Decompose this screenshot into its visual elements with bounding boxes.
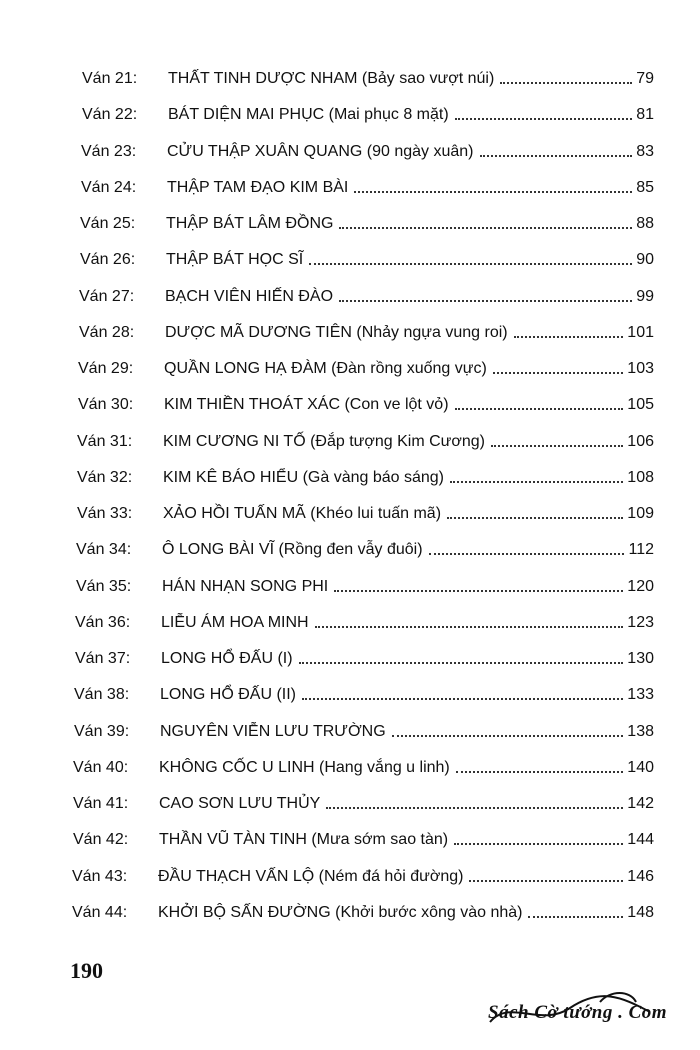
toc-dot-leader [309,263,632,265]
watermark-text: Sách Cờ tướng . Com [488,1002,668,1023]
toc-entry [75,608,654,632]
toc-dot-leader [500,82,632,84]
toc-entry [80,245,654,269]
toc-entry-page: 83 [636,143,654,160]
toc-entry-number: Ván 39: [74,723,130,740]
toc-entry [78,390,654,414]
toc-entry-number: Ván 32: [77,469,133,486]
toc-entry-title: THẬP BÁT LÂM ĐỒNG [166,215,334,232]
toc-entry-page: 142 [627,795,654,812]
toc-entry-number: Ván 23: [81,143,137,160]
watermark-swirl-icon [480,988,680,1032]
toc-entry-number: Ván 31: [77,433,133,450]
toc-entry-page: 140 [627,759,654,776]
toc-entry [72,862,654,886]
toc-entry [73,789,654,813]
toc-entry-number: Ván 41: [73,795,129,812]
toc-dot-leader [326,807,623,809]
toc-entry-title: LONG HỔ ĐẤU (I) [161,650,293,667]
toc-entry [74,717,654,741]
toc-entry [75,644,654,668]
toc-entry-number: Ván 22: [82,106,138,123]
toc-entry-title: NGUYÊN VIỄN LƯU TRƯỜNG [160,723,386,740]
toc-entry-number: Ván 44: [72,904,128,921]
toc-dot-leader [514,336,624,338]
toc-entry-title: CAO SƠN LƯU THỦY [159,795,321,812]
toc-entry-title: THẤT TINH DƯỢC NHAM (Bảy sao vượt núi) [168,70,495,87]
toc-entry-title: BẠCH VIÊN HIẾN ĐÀO [165,288,334,305]
toc-entry-title: DƯỢC MÃ DƯƠNG TIÊN (Nhảy ngựa vung roi) [165,324,508,341]
toc-entry-title: THẬP BÁT HỌC SĨ [166,251,304,268]
toc-entry-number: Ván 37: [75,650,131,667]
toc-dot-leader [455,118,633,120]
toc-entry-page: 103 [627,360,654,377]
toc-entry-number: Ván 26: [80,251,136,268]
toc-entry-title: HÁN NHẠN SONG PHI [162,578,329,595]
toc-entry-number: Ván 40: [73,759,129,776]
toc-dot-leader [450,481,623,483]
toc-entry-title: ĐẦU THẠCH VẤN LỘ (Ném đá hỏi đường) [158,868,464,885]
toc-entry-title: KIM CƯƠNG NI TỐ (Đắp tượng Kim Cương) [163,433,485,450]
toc-dot-leader [302,698,623,700]
toc-entry [82,64,654,88]
toc-entry [78,354,654,378]
toc-entry-page: 90 [636,251,654,268]
toc-entry-page: 123 [627,614,654,631]
toc-dot-leader [447,517,623,519]
toc-entry-number: Ván 34: [76,541,132,558]
toc-entry-title: Ô LONG BÀI VĨ (Rồng đen vẫy đuôi) [162,541,423,558]
toc-entry [79,318,654,342]
toc-entry-number: Ván 33: [77,505,133,522]
toc-entry [82,100,654,124]
toc-entry-title: QUẦN LONG HẠ ĐÀM (Đàn rồng xuống vực) [164,360,487,377]
toc-dot-leader [528,916,623,918]
toc-entry-title: THẦN VŨ TÀN TINH (Mưa sớm sao tàn) [159,831,449,848]
toc-entry-page: 88 [636,215,654,232]
toc-entry [76,535,654,559]
toc-entry-page: 109 [627,505,654,522]
toc-entry [76,572,654,596]
toc-entry-number: Ván 21: [82,70,138,87]
toc-entry-page: 99 [636,288,654,305]
toc-entry [81,137,654,161]
toc-entry [73,753,654,777]
toc-entry-number: Ván 30: [78,396,134,413]
toc-entry-page: 85 [636,179,654,196]
toc-entry-title: XẢO HỒI TUẤN MÃ (Khéo lui tuấn mã) [163,505,442,522]
toc-entry-number: Ván 28: [79,324,135,341]
toc-entry-page: 112 [628,541,654,558]
toc-entry [74,680,654,704]
toc-entry-page: 146 [627,868,654,885]
toc-entry [80,209,654,233]
toc-dot-leader [469,880,623,882]
toc-entry-page: 144 [627,831,654,848]
toc-entry-number: Ván 43: [72,868,128,885]
toc-entry [72,898,654,922]
toc-dot-leader [315,626,624,628]
toc-entry-title: THẬP TAM ĐẠO KIM BÀI [167,179,349,196]
toc-entry-number: Ván 27: [79,288,135,305]
toc-entry-page: 79 [636,70,654,87]
toc-entry [81,173,654,197]
toc-entry [77,463,654,487]
toc-entry-page: 105 [627,396,654,413]
toc-dot-leader [429,553,625,555]
toc-dot-leader [491,445,623,447]
toc-entry [77,427,654,451]
toc-entry-page: 130 [627,650,654,667]
page-number: 190 [70,958,103,983]
toc-dot-leader [456,771,624,773]
toc-entry [79,282,654,306]
toc-entry-number: Ván 24: [81,179,137,196]
toc-dot-leader [455,408,624,410]
toc-entry-number: Ván 25: [80,215,136,232]
toc-entry-title: CỬU THẬP XUÂN QUANG (90 ngày xuân) [167,143,474,160]
toc-dot-leader [339,227,632,229]
toc-entry-title: KIM KÊ BÁO HIỂU (Gà vàng báo sáng) [163,469,445,486]
toc-dot-leader [334,590,623,592]
toc-entry-page: 101 [627,324,654,341]
toc-entry-page: 81 [636,106,654,123]
toc-entry [73,825,654,849]
toc-entry-page: 133 [627,686,654,703]
toc-dot-leader [454,843,623,845]
toc-entry-page: 148 [627,904,654,921]
toc-dot-leader [493,372,623,374]
toc-entry-title: LIỄU ÁM HOA MINH [161,614,309,631]
toc-entry-number: Ván 42: [73,831,129,848]
toc-entry-title: KHÔNG CỐC U LINH (Hang vắng u linh) [159,759,450,776]
toc-entry-title: KIM THIỀN THOÁT XÁC (Con ve lột vỏ) [164,396,449,413]
toc-entry-number: Ván 35: [76,578,132,595]
toc-dot-leader [299,662,624,664]
toc-entry-title: KHỞI BỘ SẤN ĐƯỜNG (Khởi bước xông vào nhà) [158,904,523,921]
toc-entry-title: BÁT DIỆN MAI PHỤC (Mai phục 8 mặt) [168,106,449,123]
toc-dot-leader [354,191,632,193]
toc-dot-leader [392,735,624,737]
toc-dot-leader [339,300,632,302]
watermark-logo [488,1002,667,1024]
toc-dot-leader [480,155,633,157]
toc-entry-number: Ván 36: [75,614,131,631]
toc-entry-page: 108 [627,469,654,486]
toc-entry-page: 120 [627,578,654,595]
toc-entry-number: Ván 38: [74,686,130,703]
toc-entry [77,499,654,523]
toc-entry-page: 106 [627,433,654,450]
toc-entry-number: Ván 29: [78,360,134,377]
toc-entry-title: LONG HỔ ĐẤU (II) [160,686,297,703]
toc-entry-page: 138 [627,723,654,740]
